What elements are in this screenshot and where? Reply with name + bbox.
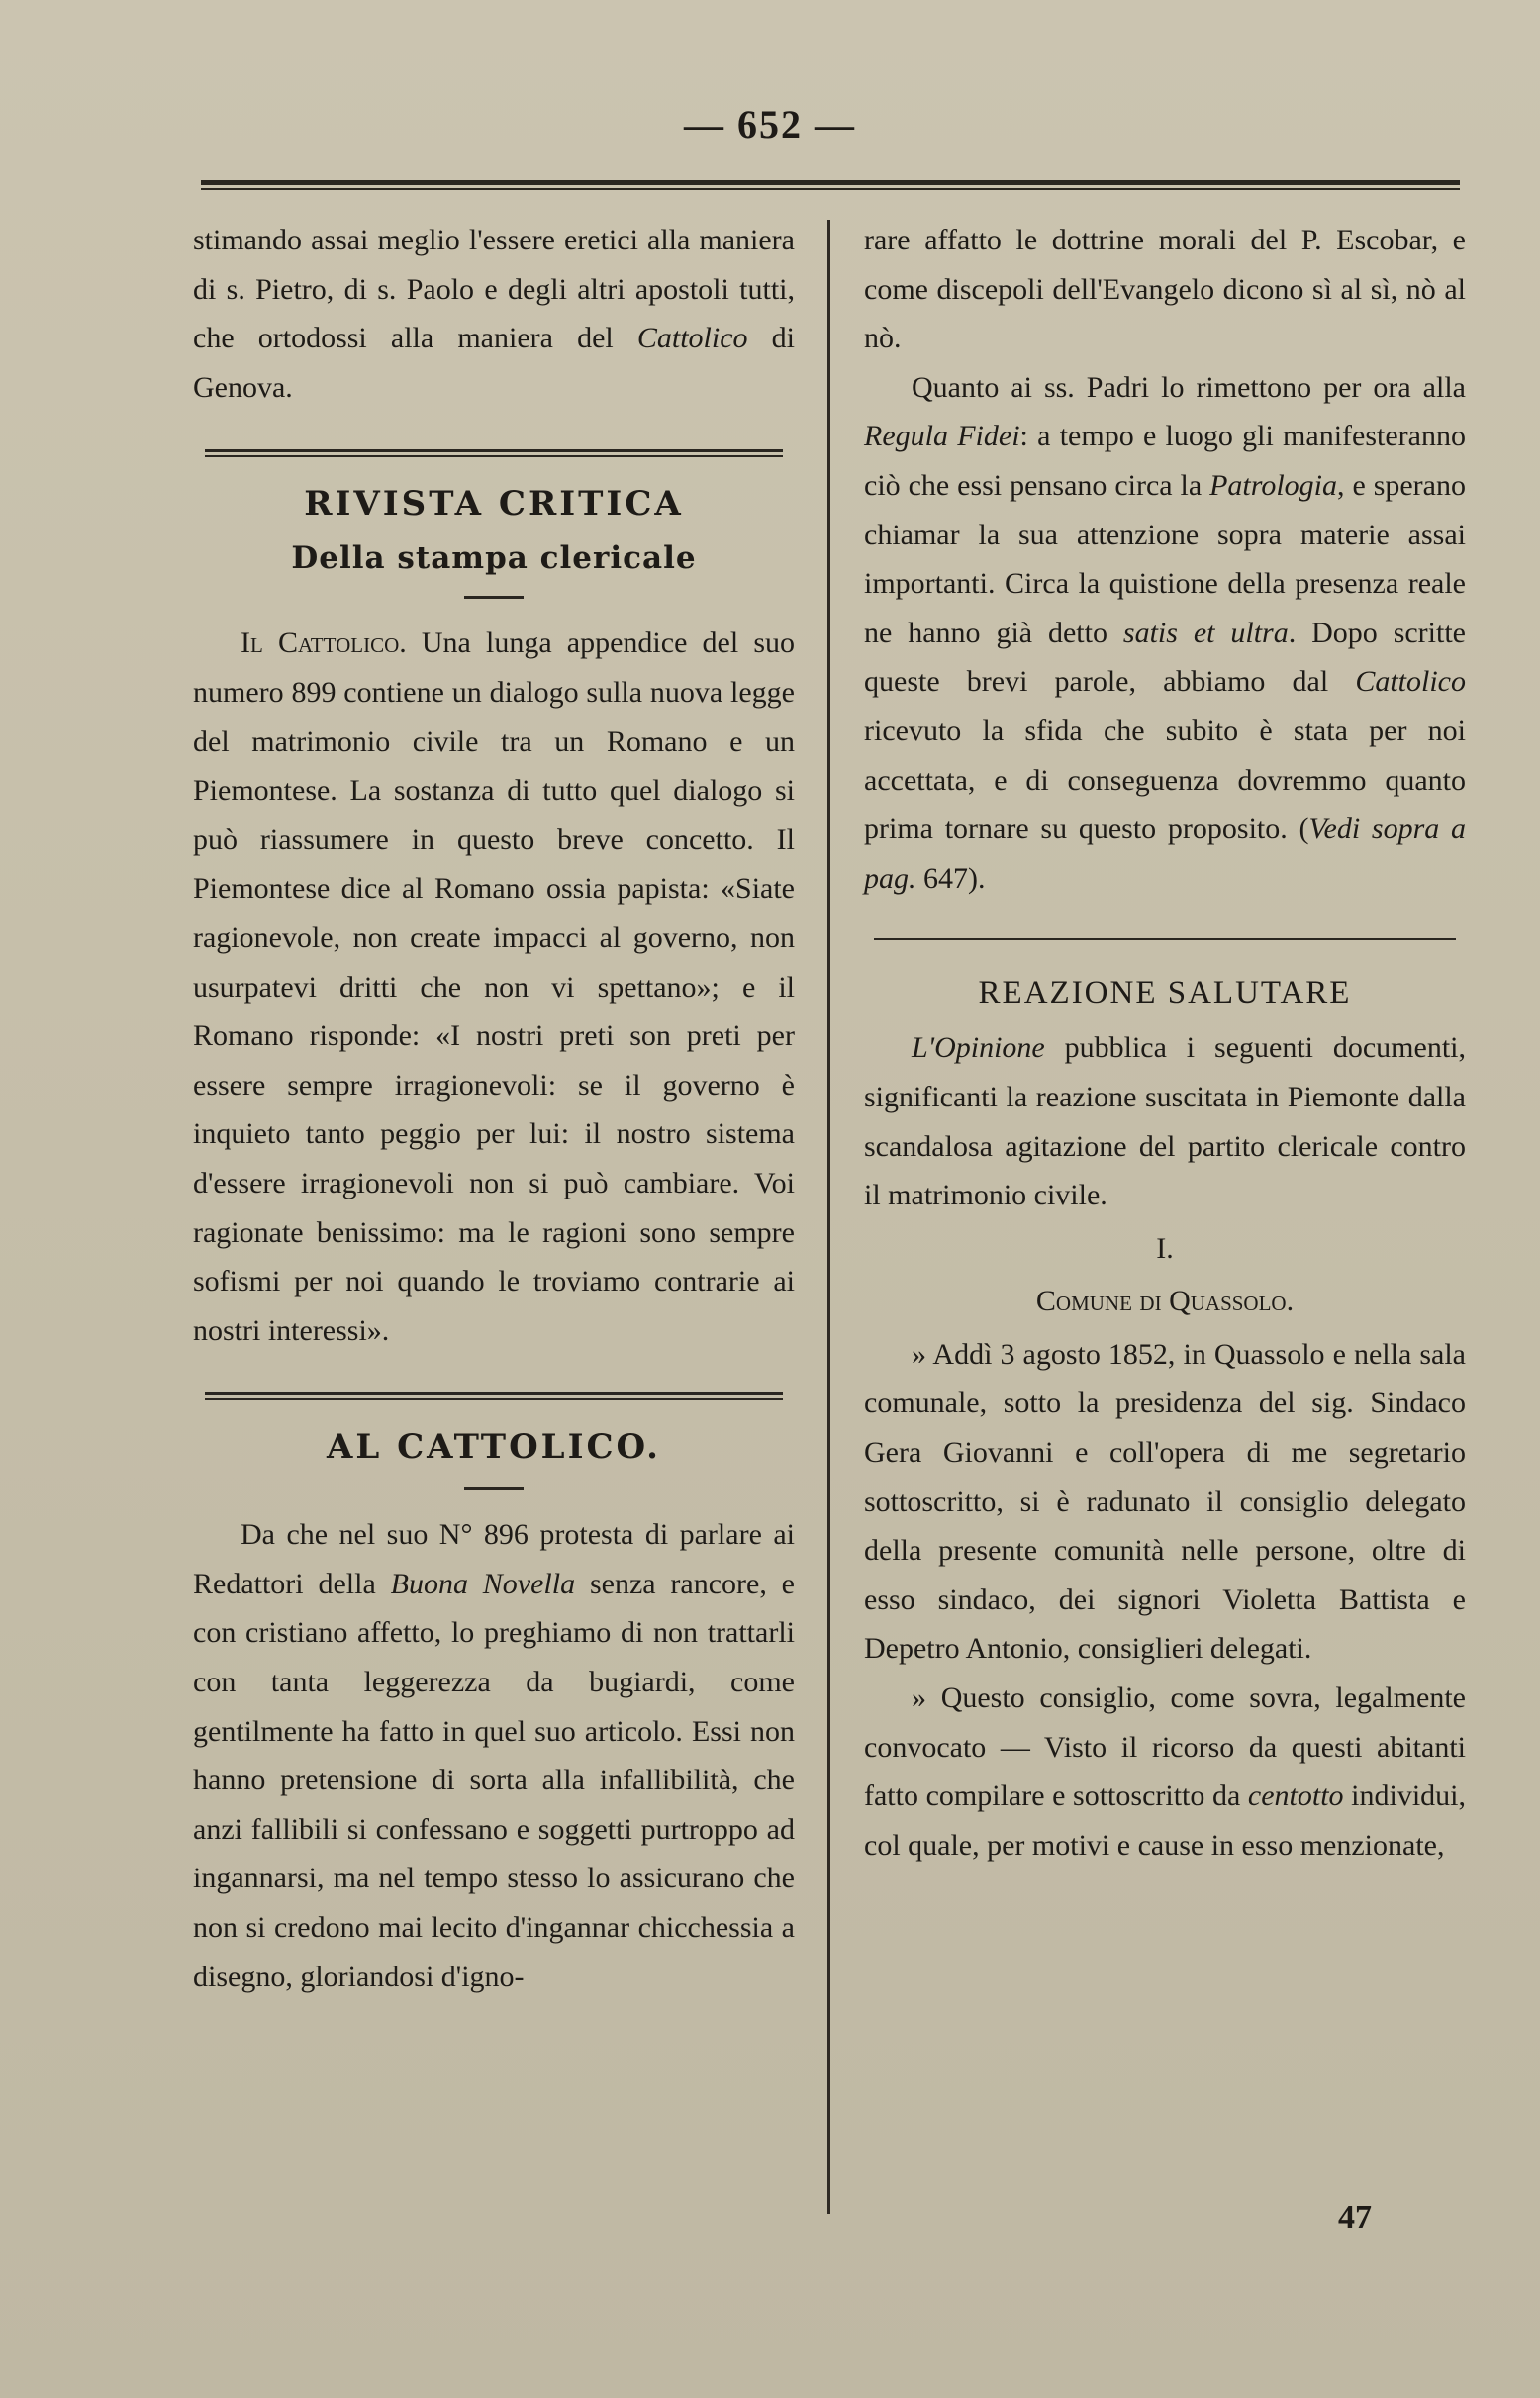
letter-paragraph bbox=[193, 1510, 795, 2001]
italic-run: Cattolico bbox=[1355, 665, 1466, 699]
column-divider bbox=[827, 220, 830, 2214]
continuation-paragraph: rare affatto le dottrine morali del P. Escobar, e come discepoli dell'Evangelo dicono sì al sì, nò al nò. bbox=[864, 224, 1466, 355]
header-rule bbox=[201, 180, 1460, 190]
short-divider bbox=[464, 596, 524, 599]
text-run: . Dopo scritte queste brevi parole, abbiamo dal bbox=[864, 616, 1466, 699]
text-run: stimando assai meglio l'essere eretici alla maniera di s. Pietro, di s. Paolo e degli altri apostoli tutti, che ortodossi alla maniera del bbox=[193, 224, 795, 355]
text-run: senza rancore, e con cristiano affetto, lo preghiamo di non trattarli con tanta leggerezza da bugiardi, come gentilmente ha fatto in quel suo articolo. Essi non hanno pretensione di sorta alla infallibilità, che anzi fallibili si confessano e soggetti purtroppo ad ingannarsi, ma nel tempo stesso lo assicurano che non si credono mai lecito d'ingannar chicchessia a disegno, gloriandosi d'igno- bbox=[193, 1567, 795, 1993]
italic-run: Cattolico bbox=[636, 322, 748, 355]
rivista-lead: Il Cattolico. bbox=[241, 626, 407, 660]
text-run: , e sperano chiamar la sua attenzione sopra materie assai importanti. Circa la quistione della presenza reale ne hanno già detto bbox=[864, 468, 1466, 649]
italic-run: L'Opinione bbox=[912, 1031, 1045, 1065]
rivista-body: Una lunga appendice del suo numero 899 contiene un dialogo sulla nuova legge del matrimonio civile tra un Romano e un Piemontese. La sostanza di tutto quel dialogo si può riassumere in questo breve concetto. Il Piemontese dice al Romano ossia papista: «Siate ragionevole, non create impacci al governo, non usurpatevi dritti che non vi spettano»; e il Romano risponde: «I nostri preti son preti per essere sempre irragionevoli: se il governo è inquieto tanto peggio per lui: il nostro sistema d'essere irragionevoli non si può cambiare. Voi ragionate benissimo: ma le ragioni sono sempre sofismi per noi quando le troviamo contrarie ai nostri interessi». bbox=[193, 626, 795, 1347]
opinione-paragraph bbox=[864, 1023, 1466, 1219]
italic-run: satis et ultra bbox=[1122, 616, 1289, 649]
text-run: : a tempo e luogo gli manifesteranno ciò che essi pensano circa la bbox=[864, 420, 1466, 502]
section-divider bbox=[205, 1392, 783, 1400]
document-number: I. bbox=[1156, 1231, 1174, 1265]
document-paragraph-1: » Addì 3 agosto 1852, in Quassolo e nella sala comunale, sotto la presidenza del sig. Sindaco Gera Giovanni e coll'opera di me segretario sottoscritto, si è radunato il consiglio delegato della presente comunità nelle persone, oltre di esso sindaco, dei signori Violetta Battista e Depetro Antonio, consiglieri delegati. bbox=[864, 1337, 1466, 1666]
opening-paragraph bbox=[193, 216, 795, 412]
text-run: Da che nel suo N° 896 protesta di parlare ai Redattori della bbox=[193, 1518, 795, 1600]
text-run: pubblica i seguenti documenti, significanti la reazione suscitata in Piemonte dalla scandalosa agitazione del partito clericale contro il matrimonio civile. bbox=[864, 1031, 1466, 1212]
right-column bbox=[864, 216, 1466, 1870]
italic-run: Vedi sopra a pag. bbox=[864, 813, 1466, 895]
text-run: individui, col quale, per motivi e cause in esso menzionate, bbox=[864, 1779, 1466, 1862]
text-run: di Genova. bbox=[193, 322, 795, 404]
section-divider bbox=[874, 938, 1456, 940]
section-title-letter: AL CATTOLICO. bbox=[326, 1427, 662, 1468]
short-divider bbox=[464, 1487, 524, 1490]
text-run: 647). bbox=[915, 861, 986, 895]
section-divider bbox=[205, 449, 783, 457]
italic-run: centotto bbox=[1247, 1779, 1344, 1813]
section-title-reazione: REAZIONE SALUTARE bbox=[978, 975, 1352, 1011]
section-title-rivista: RIVISTA CRITICA bbox=[304, 484, 684, 525]
page-number: — 652 — bbox=[684, 102, 856, 146]
text-run: ricevuto la sfida che subito è stata per noi accettata, e di conseguenza dovremmo quanto prima tornare su questo proposito. ( bbox=[864, 714, 1466, 846]
rivista-paragraph bbox=[193, 619, 795, 1355]
italic-run: Regula Fidei bbox=[864, 420, 1020, 453]
text-run: » Questo consiglio, come sovra, legalmente convocato — Visto il ricorso da questi abitanti fatto compilare e sottoscritto da bbox=[864, 1681, 1466, 1813]
italic-run: Buona Novella bbox=[390, 1567, 576, 1600]
italic-run: Patrologia bbox=[1209, 468, 1338, 502]
text-run: Quanto ai ss. Padri lo rimettono per ora alla bbox=[912, 370, 1466, 404]
section-subtitle: Della stampa clericale bbox=[291, 540, 697, 577]
document-paragraph-2 bbox=[864, 1674, 1466, 1870]
padri-paragraph bbox=[864, 363, 1466, 904]
signature-mark: 47 bbox=[1338, 2199, 1372, 2236]
document-title: Comune di Quassolo. bbox=[1035, 1285, 1295, 1318]
left-column bbox=[193, 216, 795, 2001]
